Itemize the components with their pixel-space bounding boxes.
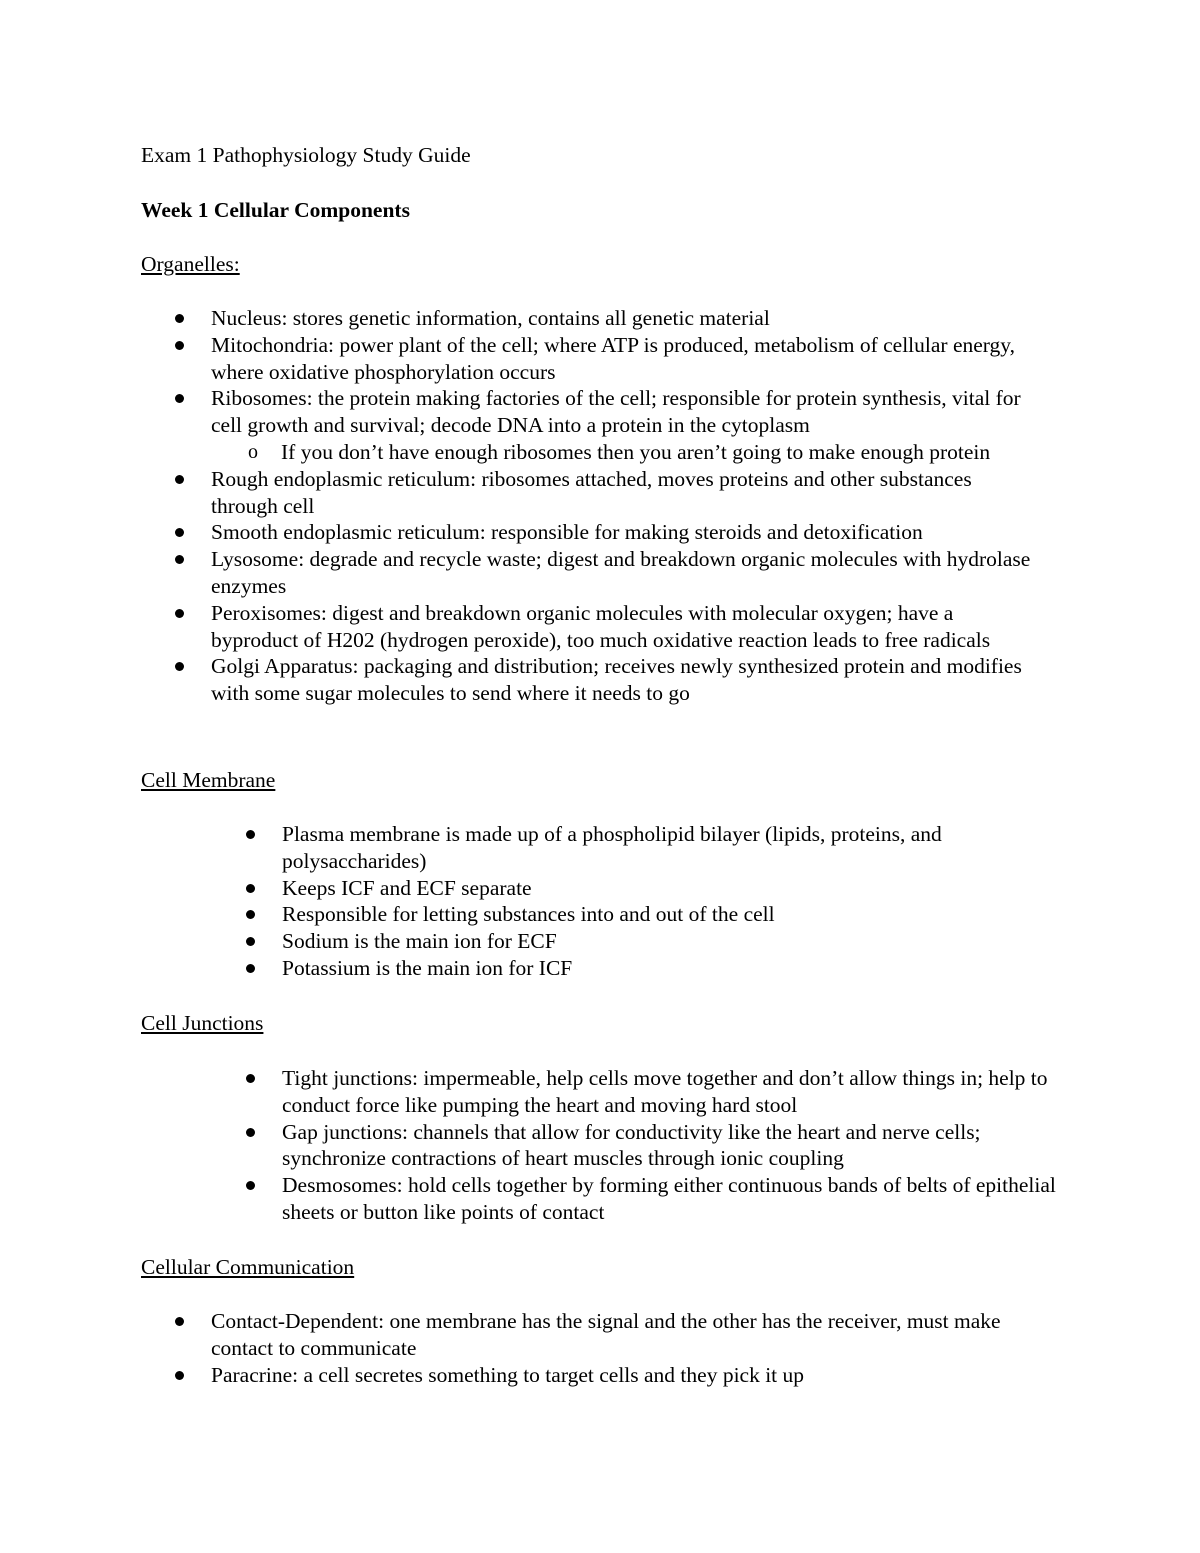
bullet-icon [246, 1181, 255, 1190]
list-item: Contact-Dependent: one membrane has the signal and the other has the receiver, must make contact to communicate [141, 1308, 1081, 1362]
circle-marker-icon: o [248, 440, 258, 463]
list-item: Mitochondria: power plant of the cell; where ATP is produced, metabolism of cellular energy, where oxidative phosphorylation occurs [141, 332, 1081, 386]
document-title: Exam 1 Pathophysiology Study Guide [141, 143, 471, 167]
cellular-communication-list [141, 1308, 1081, 1388]
bullet-icon [246, 937, 255, 946]
week-heading: Week 1 Cellular Components [141, 198, 410, 222]
list-item: Golgi Apparatus: packaging and distribution; receives newly synthesized protein and modifies with some sugar molecules to send where it needs to go [141, 653, 1081, 707]
list-item: Nucleus: stores genetic information, contains all genetic material [141, 305, 1081, 332]
bullet-icon [175, 475, 184, 484]
bullet-icon [175, 341, 184, 350]
list-item: Potassium is the main ion for ICF [212, 955, 1082, 982]
ribosome-sublist [211, 439, 1041, 466]
cell-membrane-heading: Cell Membrane [141, 768, 276, 792]
list-item: Lysosome: degrade and recycle waste; digest and breakdown organic molecules with hydrolase enzymes [141, 546, 1081, 600]
bullet-icon [246, 1128, 255, 1137]
list-item: Smooth endoplasmic reticulum: responsible for making steroids and detoxification [141, 519, 1081, 546]
sub-list-item: o If you don’t have enough ribosomes then you aren’t going to make enough protein [248, 439, 991, 464]
bullet-icon [175, 662, 184, 671]
bullet-icon [175, 1317, 184, 1326]
bullet-icon [175, 528, 184, 537]
list-item: Ribosomes: the protein making factories of the cell; responsible for protein synthesis, vital for cell growth and survival; decode DNA into a protein in the cytoplasm o If you don’t have enough ribosomes then you aren’t going to make enough protein [141, 385, 1081, 465]
cellular-communication-heading: Cellular Communication [141, 1255, 355, 1279]
list-item: Tight junctions: impermeable, help cells move together and don’t allow things in; help to conduct force like pumping the heart and moving hard stool [212, 1065, 1082, 1119]
cell-membrane-list [212, 821, 1082, 982]
list-item: Gap junctions: channels that allow for conductivity like the heart and nerve cells; synchronize contractions of heart muscles through ionic coupling [212, 1119, 1082, 1173]
bullet-icon [175, 609, 184, 618]
list-item: Plasma membrane is made up of a phospholipid bilayer (lipids, proteins, and polysaccharides) [212, 821, 1082, 875]
bullet-icon [175, 314, 184, 323]
cell-junctions-heading: Cell Junctions [141, 1011, 264, 1035]
list-item: Peroxisomes: digest and breakdown organic molecules with molecular oxygen; have a byproduct of H202 (hydrogen peroxide), too much oxidative reaction leads to free radicals [141, 600, 1081, 654]
bullet-icon [175, 555, 184, 564]
bullet-icon [246, 1074, 255, 1083]
bullet-icon [175, 1371, 184, 1380]
list-item: Keeps ICF and ECF separate [212, 875, 1082, 902]
list-item: Sodium is the main ion for ECF [212, 928, 1082, 955]
organelles-list [141, 305, 1081, 707]
list-item: Rough endoplasmic reticulum: ribosomes attached, moves proteins and other substances through cell [141, 466, 1081, 520]
list-item: Desmosomes: hold cells together by forming either continuous bands of belts of epithelial sheets or button like points of contact [212, 1172, 1082, 1226]
list-item: Paracrine: a cell secretes something to target cells and they pick it up [141, 1362, 1081, 1389]
organelles-heading: Organelles: [141, 252, 240, 276]
bullet-icon [246, 964, 255, 973]
bullet-icon [246, 910, 255, 919]
list-item: Responsible for letting substances into and out of the cell [212, 901, 1082, 928]
bullet-icon [246, 830, 255, 839]
bullet-icon [175, 394, 184, 403]
cell-junctions-list [212, 1065, 1082, 1226]
bullet-icon [246, 884, 255, 893]
